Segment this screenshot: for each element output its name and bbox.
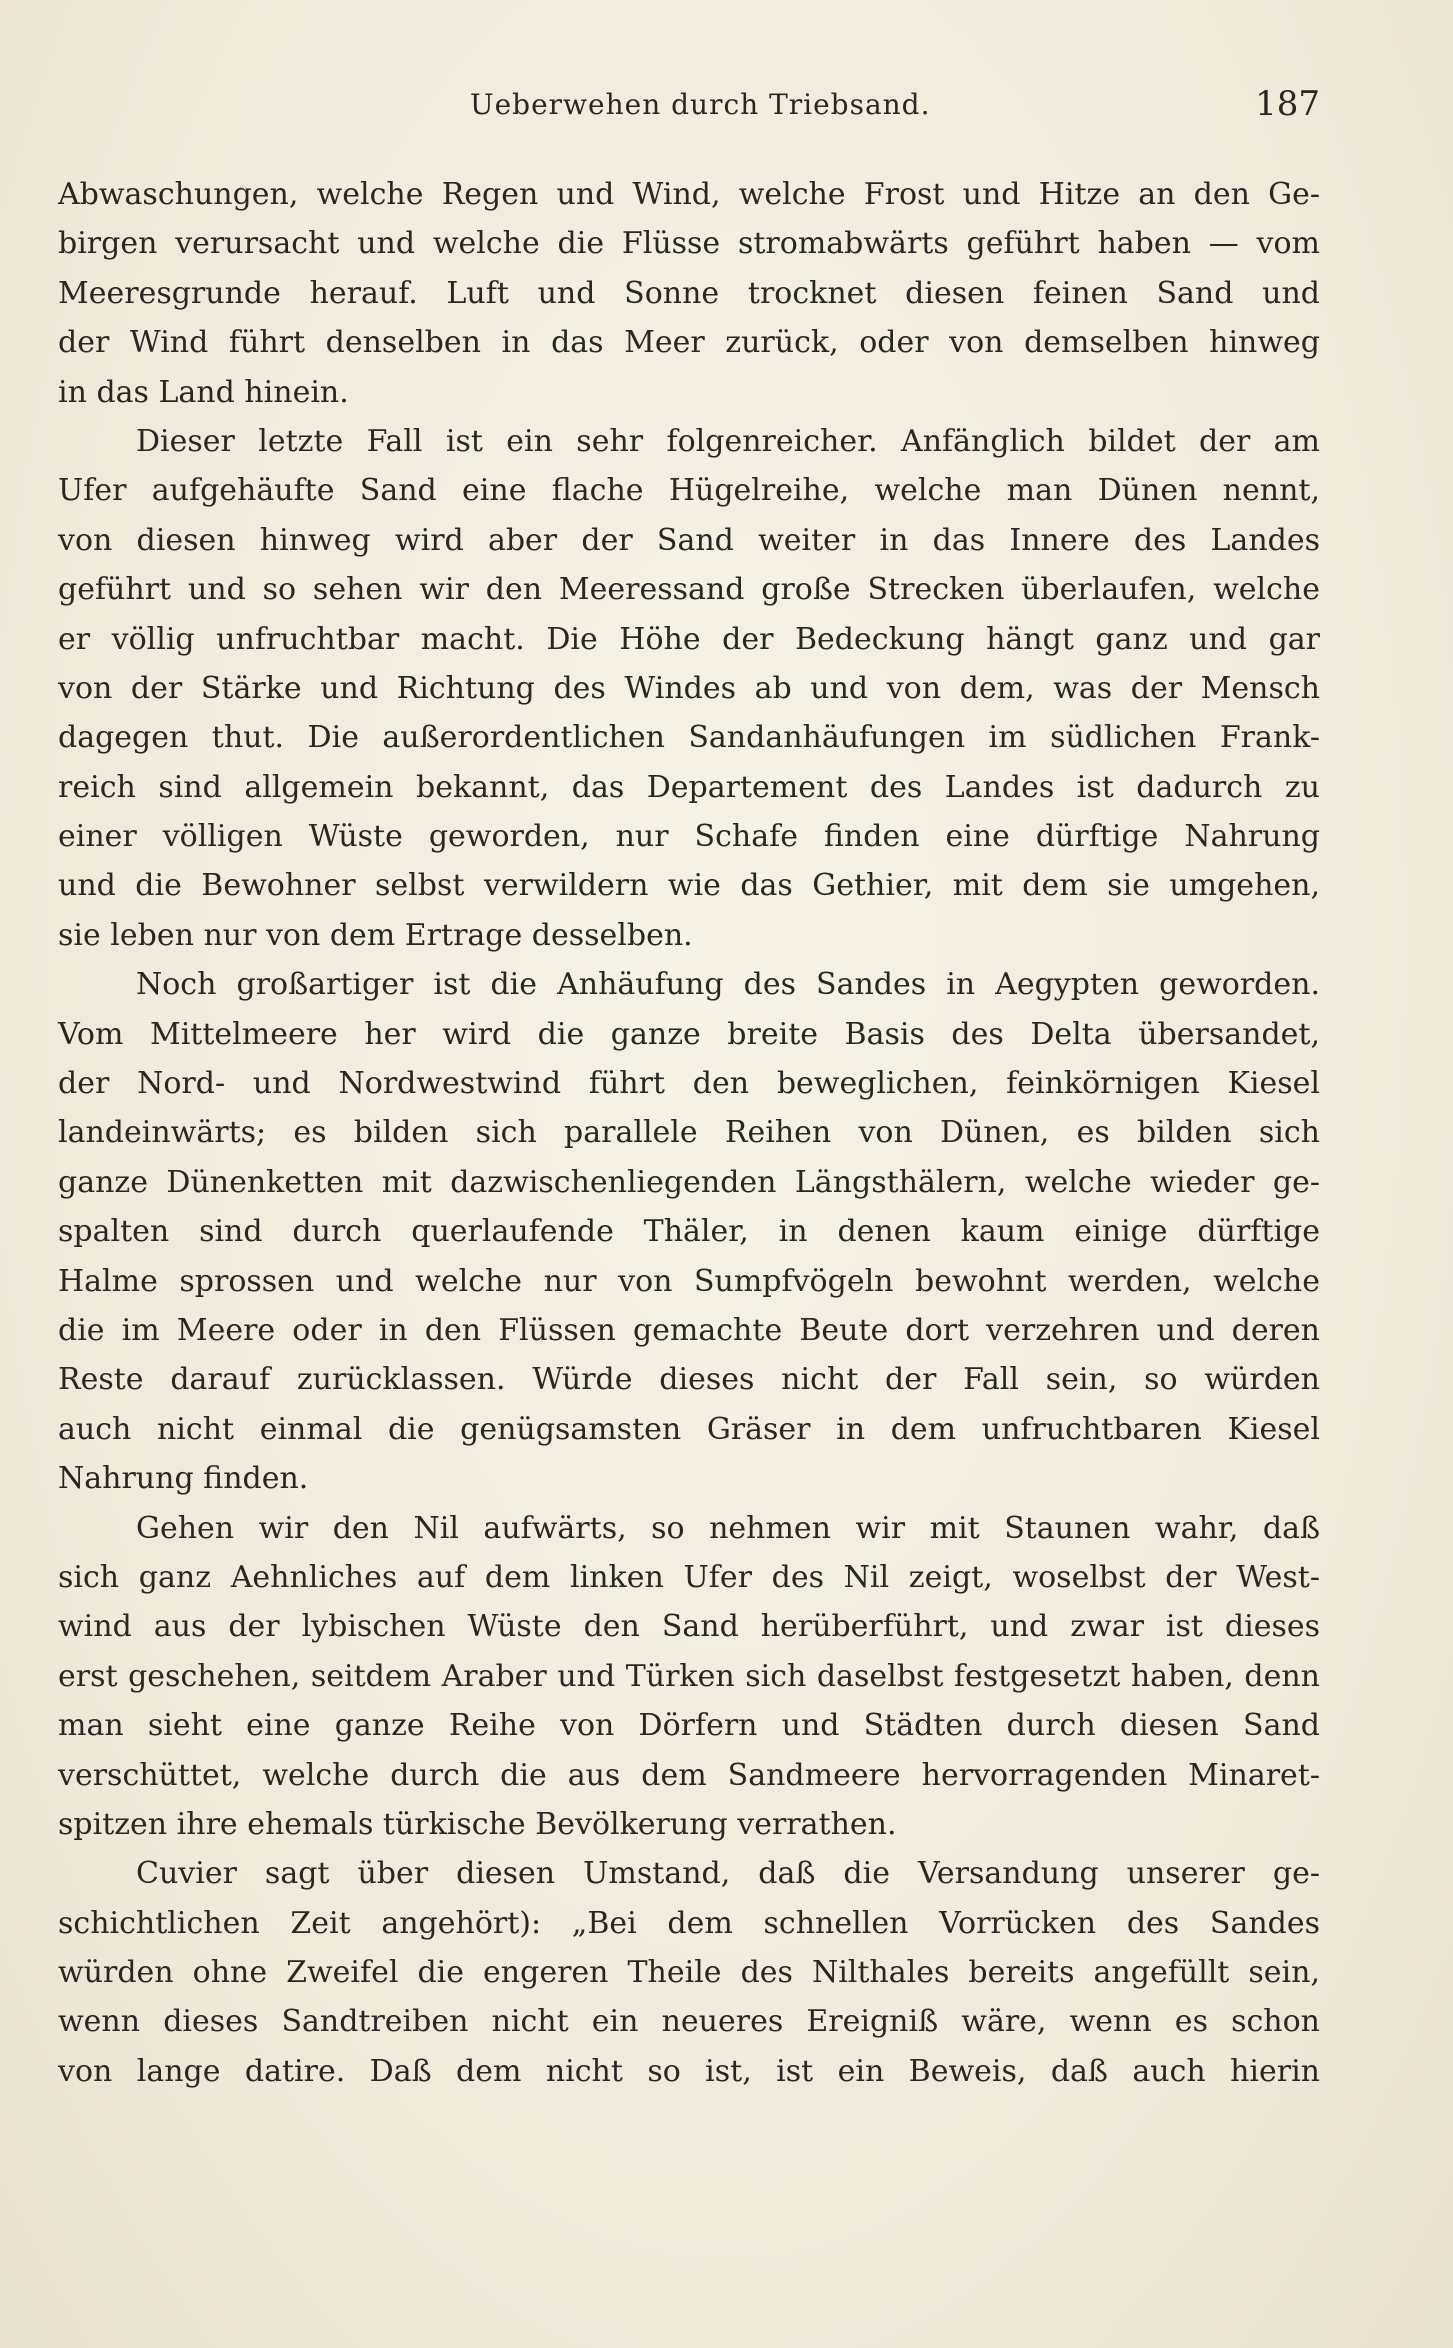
text-line: der Nord- und Nordwestwind führt den beweglichen, feinkörnigen Kiesel	[58, 1066, 1320, 1102]
text-line: einer völligen Wüste geworden, nur Schafe finden eine dürftige Nahrung	[58, 819, 1320, 855]
text-line: landeinwärts; es bilden sich parallele Reihen von Dünen, es bilden sich	[58, 1115, 1320, 1151]
text-line: man sieht eine ganze Reihe von Dörfern und Städten durch diesen Sand	[58, 1708, 1320, 1744]
text-line: spitzen ihre ehemals türkische Bevölkerung verrathen.	[58, 1806, 897, 1842]
page-number: 187	[1255, 84, 1320, 124]
text-line: Noch großartiger ist die Anhäufung des Sandes in Aegypten geworden.	[136, 967, 1320, 1003]
text-line: Nahrung finden.	[58, 1461, 309, 1497]
text-line: und die Bewohner selbst verwildern wie das Gethier, mit dem sie umgehen,	[58, 868, 1320, 904]
text-line: Reste darauf zurücklassen. Würde dieses nicht der Fall sein, so würden	[58, 1362, 1320, 1398]
paragraph	[58, 417, 1320, 960]
paragraph	[58, 1504, 1320, 1850]
paragraph	[58, 960, 1320, 1503]
text-line: Gehen wir den Nil aufwärts, so nehmen wir mit Staunen wahr, daß	[136, 1510, 1320, 1546]
text-line: der Wind führt denselben in das Meer zurück, oder von demselben hinweg	[58, 325, 1320, 361]
text-line: sie leben nur von dem Ertrage desselben.	[58, 917, 693, 953]
text-line: Meeresgrunde herauf. Luft und Sonne trocknet diesen feinen Sand und	[58, 275, 1320, 311]
paragraph	[58, 170, 1320, 417]
text-line: die im Meere oder in den Flüssen gemachte Beute dort verzehren und deren	[58, 1312, 1320, 1348]
text-line: schichtlichen Zeit angehört): „Bei dem schnellen Vorrücken des Sandes	[58, 1905, 1320, 1941]
text-line: würden ohne Zweifel die engeren Theile des Nilthales bereits angefüllt sein,	[58, 1955, 1320, 1991]
text-line: verschüttet, welche durch die aus dem Sandmeere hervorragenden Minaret-	[58, 1757, 1320, 1793]
text-line: Vom Mittelmeere her wird die ganze breite Basis des Delta übersandet,	[58, 1016, 1320, 1052]
text-line: birgen verursacht und welche die Flüsse stromabwärts geführt haben — vom	[58, 226, 1320, 262]
text-line: Abwaschungen, welche Regen und Wind, welche Frost und Hitze an den Ge-	[58, 177, 1320, 212]
text-line: dagegen thut. Die außerordentlichen Sandanhäufungen im südlichen Frank-	[58, 720, 1320, 756]
text-line: er völlig unfruchtbar macht. Die Höhe der Bedeckung hängt ganz und gar	[58, 621, 1320, 657]
text-line: wind aus der lybischen Wüste den Sand herüberführt, und zwar ist dieses	[58, 1609, 1320, 1645]
text-line: Ufer aufgehäufte Sand eine flache Hügelreihe, welche man Dünen nennt,	[58, 473, 1320, 509]
page-header	[60, 84, 1320, 128]
paragraph	[58, 1849, 1320, 2096]
text-line: geführt und so sehen wir den Meeressand große Strecken überlaufen, welche	[58, 572, 1320, 608]
text-line: reich sind allgemein bekannt, das Departement des Landes ist dadurch zu	[58, 769, 1320, 805]
text-line: auch nicht einmal die genügsamsten Gräser in dem unfruchtbaren Kiesel	[58, 1411, 1320, 1447]
text-line: in das Land hinein.	[58, 374, 349, 410]
text-line: wenn dieses Sandtreiben nicht ein neueres Ereigniß wäre, wenn es schon	[58, 2004, 1320, 2040]
text-line: von der Stärke und Richtung des Windes ab und von dem, was der Mensch	[58, 670, 1320, 706]
text-line: sich ganz Aehnliches auf dem linken Ufer des Nil zeigt, woselbst der West-	[58, 1559, 1320, 1595]
text-line: ganze Dünenketten mit dazwischenliegenden Längsthälern, welche wieder ge-	[58, 1164, 1320, 1200]
text-line: Dieser letzte Fall ist ein sehr folgenreicher. Anfänglich bildet der am	[136, 423, 1320, 459]
running-title: Ueberwehen durch Triebsand.	[470, 88, 931, 121]
text-line: erst geschehen, seitdem Araber und Türken sich daselbst festgesetzt haben, denn	[58, 1658, 1320, 1694]
text-line: Cuvier sagt über diesen Umstand, daß die Versandung unserer ge-	[136, 1856, 1320, 1892]
text-line: von diesen hinweg wird aber der Sand weiter in das Innere des Landes	[58, 522, 1320, 558]
text-line: von lange datire. Daß dem nicht so ist, ist ein Beweis, daß auch hierin	[58, 2053, 1320, 2089]
text-line: spalten sind durch querlaufende Thäler, in denen kaum einige dürftige	[58, 1214, 1320, 1250]
text-line: Halme sprossen und welche nur von Sumpfvögeln bewohnt werden, welche	[58, 1263, 1320, 1299]
body-text	[58, 170, 1320, 2096]
